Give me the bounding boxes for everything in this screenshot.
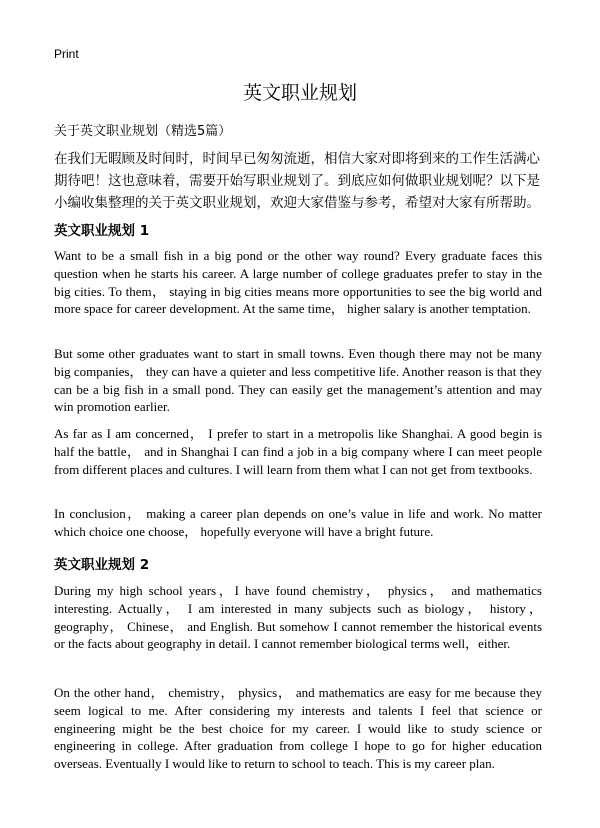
document-title: 英文职业规划	[242, 82, 357, 104]
document-subtitle: 关于英文职业规划（精选5篇）	[54, 124, 232, 139]
section-heading-2: 英文职业规划 2	[54, 557, 150, 573]
section-1-paragraph-3: As far as I am concerned， I prefer to start in a metropolis like Shanghai. A good begin is half the battle， and in Shanghai I can find a job in a big company where I can meet people from different places and cultures. I will learn from them what I can not get from textbooks.	[54, 426, 542, 477]
section-2-paragraph-1: During my high school years，I have found chemistry， physics， and mathematics interesting. Actually， I am interested in many subjects such as biology， history， geography， Chinese， and English. But somehow I cannot remember the historical events or the facts about geography in detail. I cannot remember biological terms well，either.	[54, 583, 542, 652]
print-label: Print	[54, 47, 79, 61]
intro-paragraph: 在我们无暇顾及时间时，时间早已匆匆流逝，相信大家对即将到来的工作生活满心期待吧！这也意味着，需要开始写职业规划了。到底应如何做职业规划呢？以下是小编收集整理的关于英文职业规划，欢迎大家借鉴与参考，希望对大家有所帮助。	[54, 151, 540, 211]
section-1-paragraph-2: But some other graduates want to start in small towns. Even though there may not be many big companies， they can have a quieter and less competitive life. Another reason is that they can be a big fish in a small pond. They can easily get the management’s attention and may win promotion earlier.	[54, 346, 542, 415]
section-1-paragraph-1: Want to be a small fish in a big pond or the other way round? Every graduate faces this question when he starts his career. A large number of college graduates prefer to stay in the big cities. To them， staying in big cities means more opportunities to see the big world and more space for career development. At the same time， higher salary is another temptation.	[54, 248, 542, 317]
section-1-paragraph-4: In conclusion， making a career plan depends on one’s value in life and work. No matter which choice one choose， hopefully everyone will have a bright future.	[54, 506, 542, 539]
section-2-paragraph-2: On the other hand， chemistry， physics， and mathematics are easy for me because they seem logical to me. After considering my interests and talents I feel that science or engineering might be the best choice for my career. I would like to study science or engineering in college. After graduation from college I hope to go for higher education overseas. Eventually I would like to return to school to teach. This is my career plan.	[54, 685, 542, 772]
section-heading-1: 英文职业规划 1	[54, 223, 150, 239]
